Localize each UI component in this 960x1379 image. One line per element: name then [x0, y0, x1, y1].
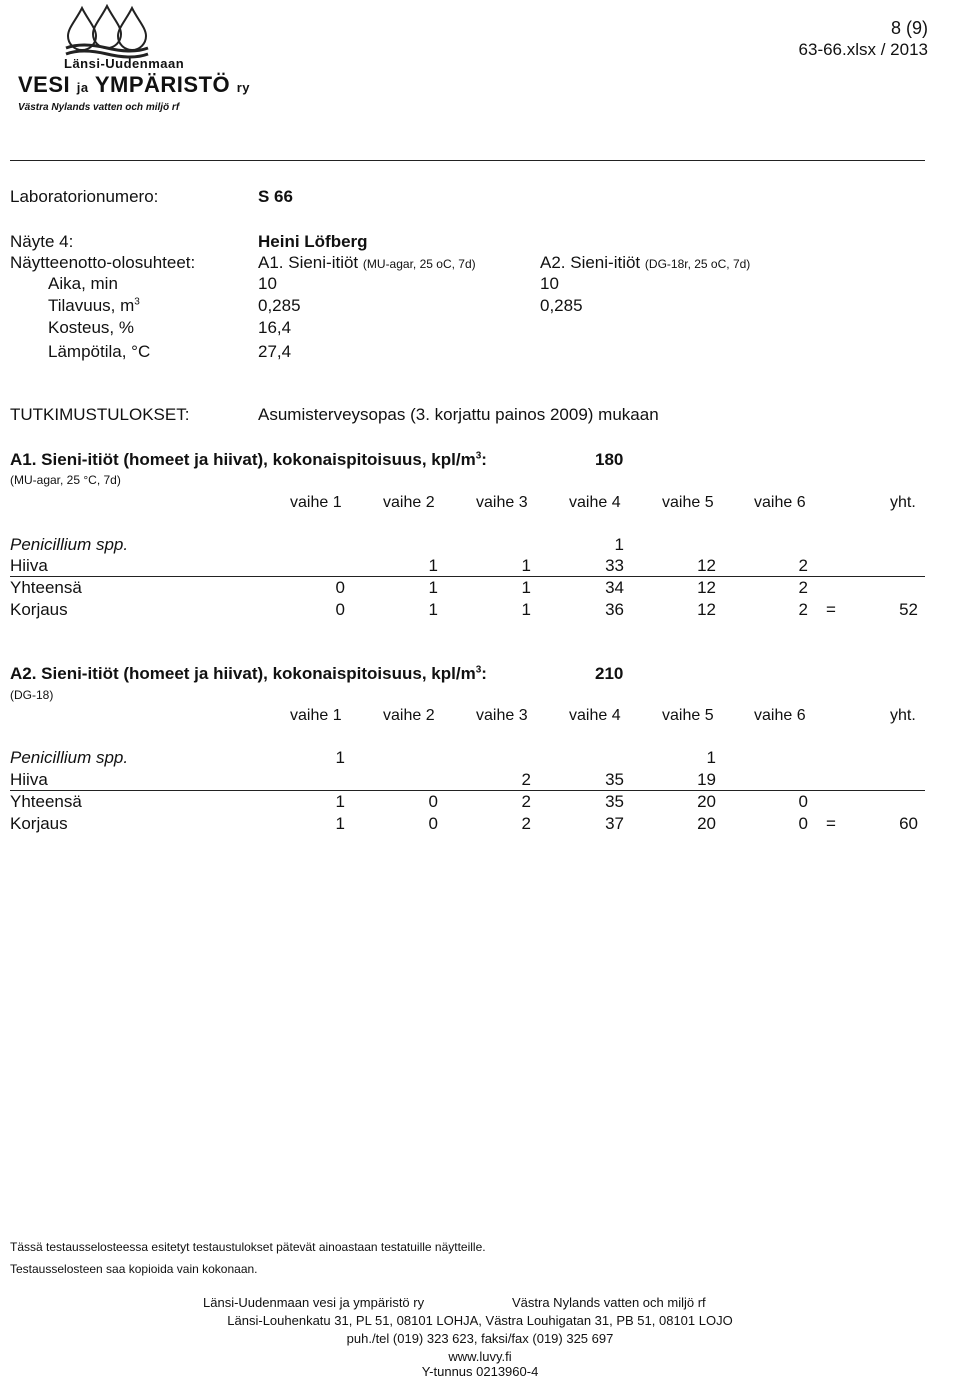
table-cell: 20: [697, 792, 716, 811]
table-cell: 1: [521, 578, 531, 597]
phase-header: vaihe 1: [290, 707, 342, 724]
table-row-label: Penicillium spp.: [10, 748, 129, 767]
phase-header: vaihe 4: [569, 494, 621, 511]
condition-a2-value: 0,285: [540, 296, 583, 315]
row-total: 60: [899, 814, 918, 833]
table-row-label: Hiiva: [10, 770, 48, 789]
equals-sign: =: [826, 814, 836, 833]
condition-label: Tilavuus, $m^3$: [48, 296, 140, 315]
table-cell: 1: [428, 556, 438, 575]
table-cell: 20: [697, 814, 716, 833]
table-cell: 2: [521, 792, 531, 811]
a2-medium: (DG-18): [10, 688, 54, 702]
a2-conditions-heading: A2. Sieni-itiöt (DG-18r, 25 oC, 7d): [540, 253, 751, 272]
table-row-label: Hiiva: [10, 556, 48, 575]
file-reference: 63-66.xlsx / 2013: [798, 40, 928, 59]
a1-medium: (MU-agar, 25 °C, 7d): [10, 473, 121, 487]
table-cell: 2: [521, 814, 531, 833]
condition-a1-value: 10: [258, 274, 277, 293]
footer-note-2: Testausselosteen saa kopioida vain kokonaan.: [10, 1262, 258, 1276]
condition-a2-value: 10: [540, 274, 559, 293]
results-method: Asumisterveysopas (3. korjattu painos 2009) mukaan: [258, 405, 659, 424]
table-cell: 0: [798, 814, 808, 833]
table-cell: 0: [428, 814, 438, 833]
condition-label: Kosteus, %: [48, 318, 134, 337]
phase-header: vaihe 2: [383, 494, 435, 511]
condition-label-sup: 3: [134, 296, 140, 308]
logo-line-3: Västra Nylands vatten och miljö rf: [18, 102, 180, 113]
table-divider: [10, 576, 925, 577]
table-row-label: Yhteensä: [10, 578, 82, 597]
footer-web[interactable]: www.luvy.fi: [448, 1349, 512, 1364]
table-cell: 12: [697, 556, 716, 575]
table-cell: 1: [521, 556, 531, 575]
a2-total-concentration: 210: [595, 664, 624, 683]
table-row-label: Korjaus: [10, 600, 68, 619]
table-cell: 12: [697, 600, 716, 619]
results-label: TUTKIMUSTULOKSET:: [10, 405, 190, 424]
phase-header: vaihe 2: [383, 707, 435, 724]
table-cell: 0: [335, 578, 345, 597]
a1-title: A1. Sieni-itiöt (homeet ja hiivat), kokonaispitoisuus, kpl/$m^3$:: [10, 450, 487, 469]
table-cell: 34: [605, 578, 624, 597]
a2-title: A2. Sieni-itiöt (homeet ja hiivat), kokonaispitoisuus, kpl/$m^3$:: [10, 664, 487, 683]
lab-number-value: S 66: [258, 187, 293, 206]
phase-header: vaihe 5: [662, 494, 714, 511]
table-cell: 1: [614, 535, 624, 554]
table-row-label: Penicillium spp.: [10, 535, 129, 554]
table-cell: 1: [335, 792, 345, 811]
sample-value: Heini Löfberg: [258, 232, 368, 251]
table-cell: 0: [428, 792, 438, 811]
header-divider: [10, 160, 925, 161]
condition-label: Lämpötila, °C: [48, 342, 151, 361]
phase-header: vaihe 3: [476, 494, 528, 511]
footer-org-fi: Länsi-Uudenmaan vesi ja ympäristö ry: [203, 1295, 425, 1310]
phase-header: vaihe 4: [569, 707, 621, 724]
table-cell: 37: [605, 814, 624, 833]
table-cell: 33: [605, 556, 624, 575]
water-drops-icon: [62, 4, 152, 60]
footer-note-1: Tässä testausselosteessa esitetyt testaustulokset pätevät ainoastaan testatuille näytteille.: [10, 1240, 486, 1254]
sample-label: Näyte 4:: [10, 232, 74, 251]
table-cell: 36: [605, 600, 624, 619]
table-cell: 35: [605, 792, 624, 811]
condition-a1-value: 27,4: [258, 342, 292, 361]
table-cell: 0: [798, 792, 808, 811]
table-cell: 1: [335, 748, 345, 767]
phase-header: yht.: [890, 494, 916, 511]
table-cell: 2: [521, 770, 531, 789]
row-total: 52: [899, 600, 918, 619]
table-row-label: Korjaus: [10, 814, 68, 833]
conditions-label: Näytteenotto-olosuhteet:: [10, 253, 196, 272]
table-cell: 35: [605, 770, 624, 789]
condition-a1-value: 16,4: [258, 318, 292, 337]
table-cell: 1: [335, 814, 345, 833]
logo-line-1: Länsi-Uudenmaan: [64, 56, 185, 71]
page-number: 8 (9): [890, 18, 928, 38]
phase-header: vaihe 3: [476, 707, 528, 724]
table-cell: 0: [335, 600, 345, 619]
table-cell: 1: [428, 600, 438, 619]
table-cell: 19: [697, 770, 716, 789]
condition-a1-value: 0,285: [258, 296, 301, 315]
lab-number-label: Laboratorionumero:: [10, 187, 159, 206]
table-cell: 2: [798, 556, 808, 575]
equals-sign: =: [826, 600, 836, 619]
table-cell: 1: [706, 748, 716, 767]
footer-org-sv: Västra Nylands vatten och miljö rf: [512, 1295, 706, 1310]
phase-header: vaihe 1: [290, 494, 342, 511]
table-cell: 1: [428, 578, 438, 597]
condition-label: Aika, min: [48, 274, 118, 293]
table-divider: [10, 790, 925, 791]
logo-line-2: VESI ja YMPÄRISTÖ ry: [18, 72, 251, 97]
phase-header: vaihe 6: [754, 707, 806, 724]
table-row-label: Yhteensä: [10, 792, 82, 811]
phase-header: yht.: [890, 707, 916, 724]
table-cell: 12: [697, 578, 716, 597]
phase-header: vaihe 5: [662, 707, 714, 724]
phase-header: vaihe 6: [754, 494, 806, 511]
footer-address: Länsi-Louhenkatu 31, PL 51, 08101 LOHJA, Västra Louhigatan 31, PB 51, 08101 LOJO: [227, 1313, 733, 1328]
table-cell: 1: [521, 600, 531, 619]
table-cell: 2: [798, 578, 808, 597]
a1-total-concentration: 180: [595, 450, 624, 469]
footer-business-id: Y-tunnus 0213960-4: [421, 1364, 539, 1379]
footer-phone: puh./tel (019) 323 623, faksi/fax (019) 325 697: [346, 1331, 614, 1346]
table-cell: 2: [798, 600, 808, 619]
organization-logo: [12, 4, 251, 124]
a1-conditions-heading: A1. Sieni-itiöt (MU-agar, 25 oC, 7d): [258, 253, 476, 272]
